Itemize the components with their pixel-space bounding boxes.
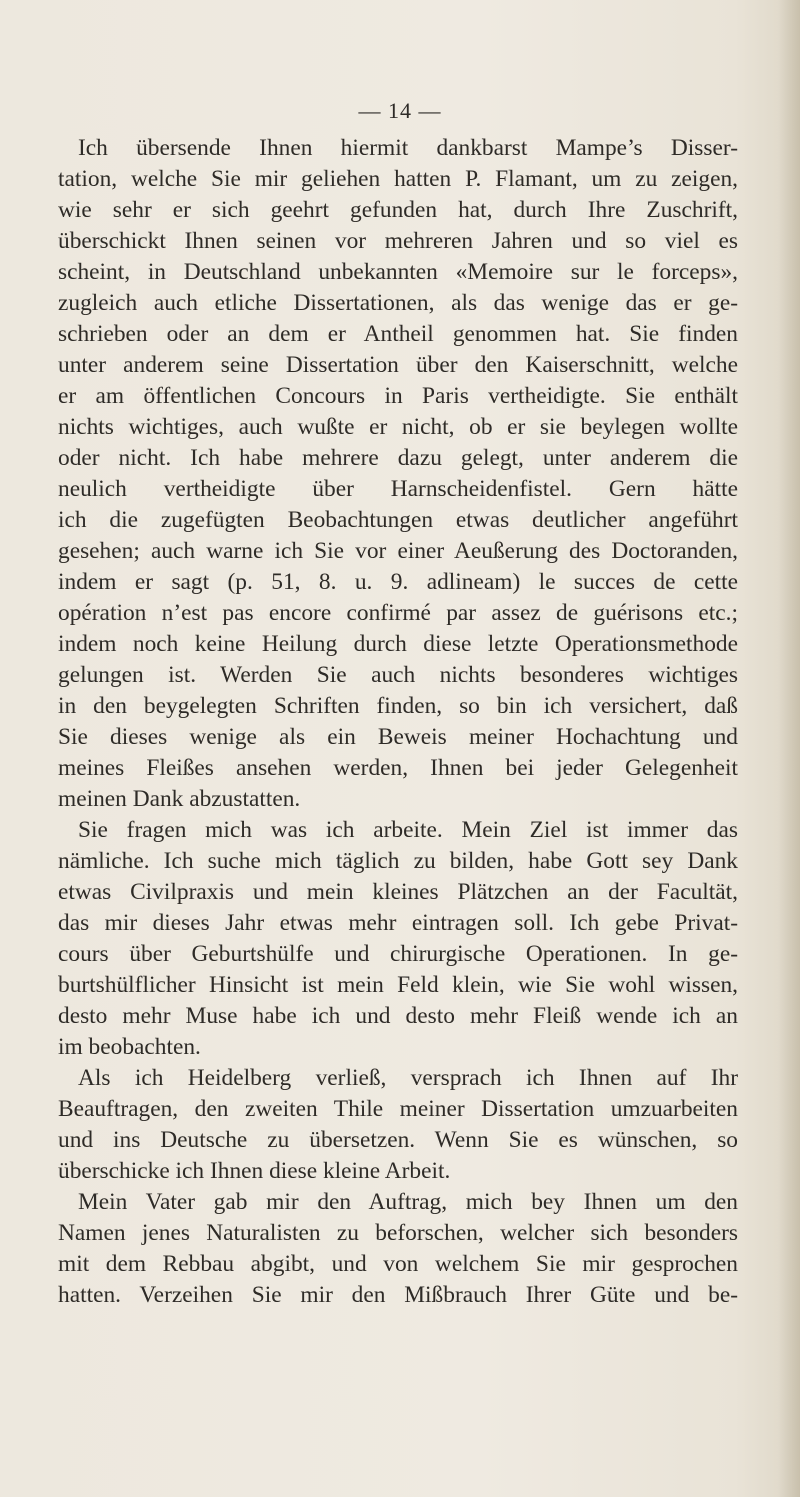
text-line: indem noch keine Heilung durch diese letzte Operationsmethode <box>58 631 738 657</box>
text-line: indem er sagt (p. 51, 8. u. 9. adlineam) le succes de cette <box>58 569 738 595</box>
text-line: unter anderem seine Dissertation über den Kaiserschnitt, welche <box>58 352 738 378</box>
text-line: mit dem Rebbau abgibt, und von welchem Sie mir gesprochen <box>58 1251 738 1277</box>
text-line: cours über Geburtshülfe und chirurgische Operationen. In ge- <box>58 941 738 967</box>
text-line: tation, welche Sie mir geliehen hatten P. Flamant, um zu zeigen, <box>58 166 738 192</box>
text-line: Beauftragen, den zweiten Thile meiner Dissertation umzuarbeiten <box>58 1096 738 1122</box>
text-line: Namen jenes Naturalisten zu beforschen, welcher sich besonders <box>58 1220 738 1246</box>
text-line: Sie dieses wenige als ein Beweis meiner Hochachtung und <box>58 724 738 750</box>
text-line: etwas Civilpraxis und mein kleines Plätzchen an der Facultät, <box>58 879 738 905</box>
text-line: überschickt Ihnen seinen vor mehreren Jahren und so viel es <box>58 228 738 254</box>
text-line: Sie fragen mich was ich arbeite. Mein Ziel ist immer das <box>78 817 738 843</box>
text-line: im beobachten. <box>58 1034 201 1060</box>
text-line: Ich übersende Ihnen hiermit dankbarst Mampe’s Disser- <box>78 135 738 161</box>
text-line: meinen Dank abzustatten. <box>58 786 301 812</box>
page-number: — 14 — <box>358 98 442 123</box>
page-edge-shadow <box>778 0 800 1497</box>
text-line: desto mehr Muse habe ich und desto mehr Fleiß wende ich an <box>58 1003 738 1029</box>
text-line: scheint, in Deutschland unbekannten «Memoire sur le forceps», <box>58 259 738 285</box>
text-line: gesehen; auch warne ich Sie vor einer Aeußerung des Doctoranden, <box>58 538 738 564</box>
text-line: wie sehr er sich geehrt gefunden hat, durch Ihre Zuschrift, <box>58 197 738 223</box>
text-line: schrieben oder an dem er Antheil genommen hat. Sie finden <box>58 321 738 347</box>
text-line: und ins Deutsche zu übersetzen. Wenn Sie es wünschen, so <box>58 1127 738 1153</box>
text-line: meines Fleißes ansehen werden, Ihnen bei jeder Gelegenheit <box>58 755 738 781</box>
text-line: nämliche. Ich suche mich täglich zu bilden, habe Gott sey Dank <box>58 848 738 874</box>
text-line: ich die zugefügten Beobachtungen etwas deutlicher angeführt <box>58 507 738 533</box>
text-line: oder nicht. Ich habe mehrere dazu gelegt, unter anderem die <box>58 445 738 471</box>
text-line: zugleich auch etliche Dissertationen, als das wenige das er ge- <box>58 290 738 316</box>
text-line: burtshülflicher Hinsicht ist mein Feld klein, wie Sie wohl wissen, <box>58 972 738 998</box>
letter-body-text <box>58 133 738 1311</box>
text-line: opération n’est pas encore confirmé par assez de guérisons etc.; <box>58 600 738 626</box>
text-line: nichts wichtiges, auch wußte er nicht, ob er sie beylegen wollte <box>58 414 738 440</box>
text-line: neulich vertheidigte über Harnscheidenfistel. Gern hätte <box>58 476 738 502</box>
text-line: gelungen ist. Werden Sie auch nichts besonderes wichtiges <box>58 662 738 688</box>
text-line: überschicke ich Ihnen diese kleine Arbeit. <box>58 1158 451 1184</box>
text-line: das mir dieses Jahr etwas mehr eintragen soll. Ich gebe Privat- <box>58 910 738 936</box>
text-line: Mein Vater gab mir den Auftrag, mich bey Ihnen um den <box>78 1189 738 1215</box>
text-line: Als ich Heidelberg verließ, versprach ich Ihnen auf Ihr <box>78 1065 738 1091</box>
text-line: er am öffentlichen Concours in Paris vertheidigte. Sie enthält <box>58 383 738 409</box>
text-line: hatten. Verzeihen Sie mir den Mißbrauch Ihrer Güte und be- <box>58 1282 738 1308</box>
text-line: in den beygelegten Schriften finden, so bin ich versichert, daß <box>58 693 738 719</box>
